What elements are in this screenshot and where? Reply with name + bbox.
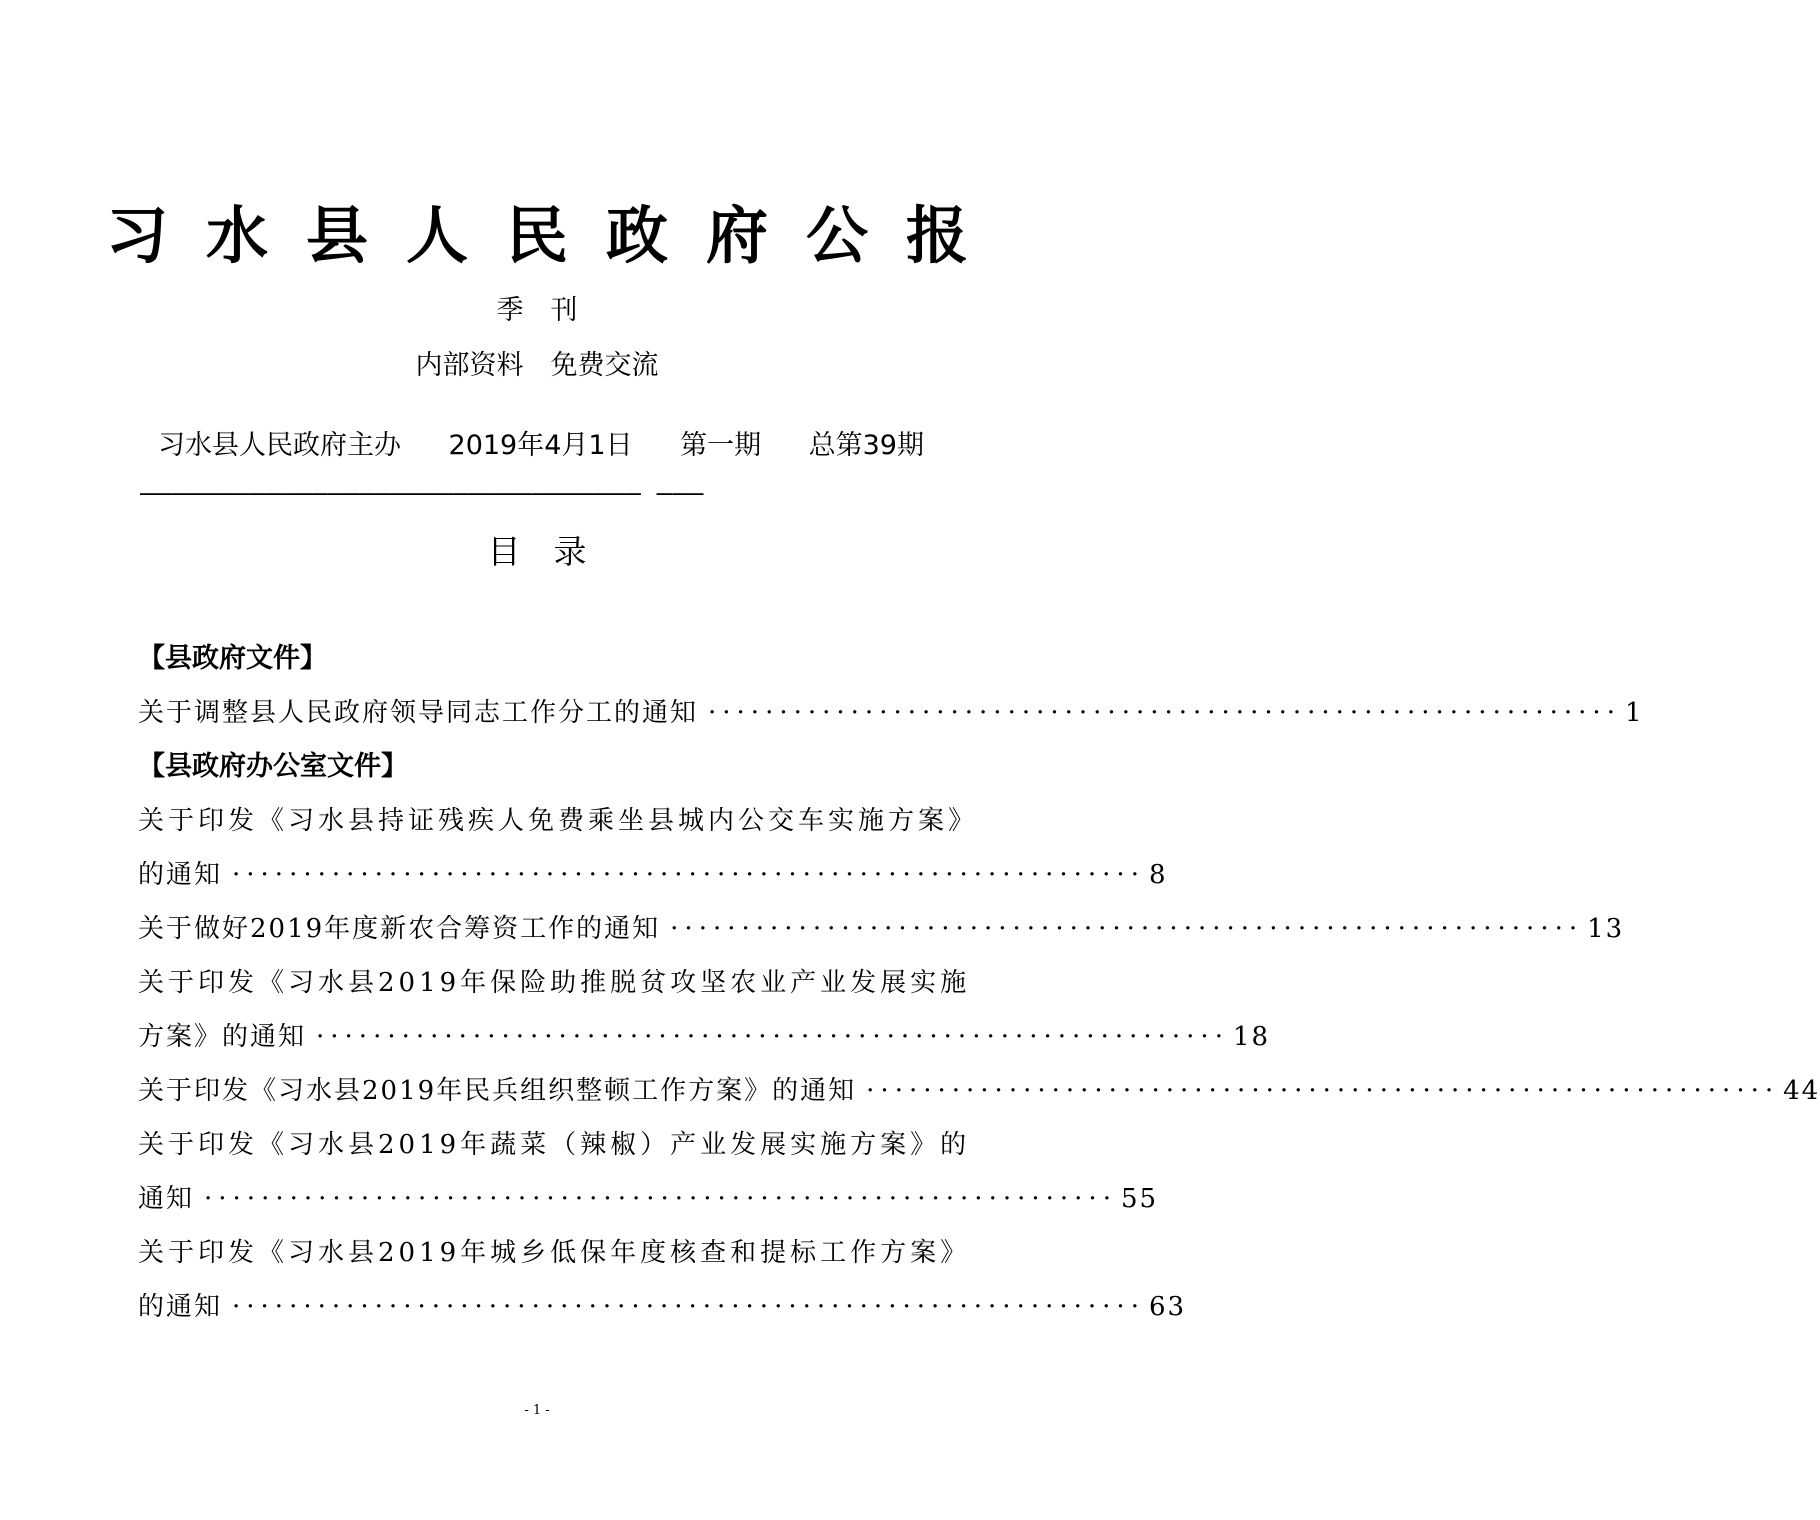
toc-entry-line[interactable] — [138, 686, 1644, 740]
toc-page-number: 18 — [1232, 1022, 1271, 1052]
toc-page-number: 8 — [1148, 860, 1168, 890]
toc-leader-dots: ································································ — [708, 698, 1621, 728]
issue-info — [158, 428, 924, 464]
bulletin-title: 习水县人民政府公报 — [105, 199, 1006, 272]
toc-section-heading: 【县政府办公室文件】 — [138, 751, 408, 782]
toc-entry-line[interactable] — [138, 848, 1168, 902]
separator-rule: ———————————————————————————————— ——— — [140, 478, 704, 508]
toc-entry-line[interactable] — [138, 1280, 1187, 1334]
toc-entry-line[interactable] — [138, 1172, 1159, 1226]
toc-entry-line[interactable] — [138, 1118, 971, 1172]
toc-section-heading: 【县政府文件】 — [138, 643, 327, 674]
table-of-contents — [138, 632, 1820, 1334]
toc-entry-text: 通知 — [138, 1184, 195, 1214]
toc-entry-line[interactable] — [138, 1226, 971, 1280]
toc-entry-line[interactable] — [138, 1064, 1820, 1118]
bulletin-frequency: 季 刊 — [496, 295, 578, 326]
toc-page-number: 55 — [1120, 1184, 1159, 1214]
toc-page-number: 44 — [1783, 1076, 1820, 1106]
toc-entry-text: 关于印发《习水县持证残疾人免费乘坐县城内公交车实施方案》 — [138, 806, 979, 836]
issue-number: 第一期 — [680, 430, 762, 461]
toc-page-number: 13 — [1587, 914, 1625, 944]
toc-entry-line[interactable] — [138, 902, 1625, 956]
toc-page-number: 1 — [1624, 698, 1644, 728]
toc-entry-line[interactable] — [138, 956, 971, 1010]
toc-entry-text: 关于印发《习水县2019年保险助推脱贫攻坚农业产业发展实施 — [138, 968, 971, 998]
total-issue-number: 总第39期 — [808, 430, 924, 461]
toc-entry-text: 关于调整县人民政府领导同志工作分工的通知 — [138, 698, 699, 728]
toc-entry-text: 关于做好2019年度新农合筹资工作的通知 — [138, 914, 661, 944]
sponsor-text: 习水县人民政府主办 — [158, 430, 401, 461]
toc-page-number: 63 — [1148, 1292, 1187, 1322]
circulation-note: 内部资料 免费交流 — [415, 350, 659, 381]
toc-entry-text: 关于印发《习水县2019年民兵组织整顿工作方案》的通知 — [138, 1076, 857, 1106]
toc-leader-dots: ································································ — [316, 1022, 1229, 1052]
toc-entry-text: 关于印发《习水县2019年蔬菜（辣椒）产业发展实施方案》的 — [138, 1130, 971, 1160]
toc-leader-dots: ································································ — [232, 860, 1145, 890]
toc-entry-text: 的通知 — [138, 860, 223, 890]
toc-entry-text: 方案》的通知 — [138, 1022, 307, 1052]
toc-leader-dots: ································································ — [232, 1292, 1145, 1322]
toc-leader-dots: ································································ — [866, 1076, 1780, 1106]
toc-entry-text: 关于印发《习水县2019年城乡低保年度核查和提标工作方案》 — [138, 1238, 971, 1268]
toc-leader-dots: ································································ — [670, 914, 1584, 944]
page-number: - 1 - — [524, 1403, 550, 1418]
toc-entry-line[interactable] — [138, 1010, 1271, 1064]
toc-entry-line[interactable] — [138, 794, 979, 848]
issue-date: 2019年4月1日 — [448, 430, 633, 461]
toc-entry-text: 的通知 — [138, 1292, 223, 1322]
toc-title: 目 录 — [487, 532, 587, 571]
toc-leader-dots: ································································ — [204, 1184, 1117, 1214]
